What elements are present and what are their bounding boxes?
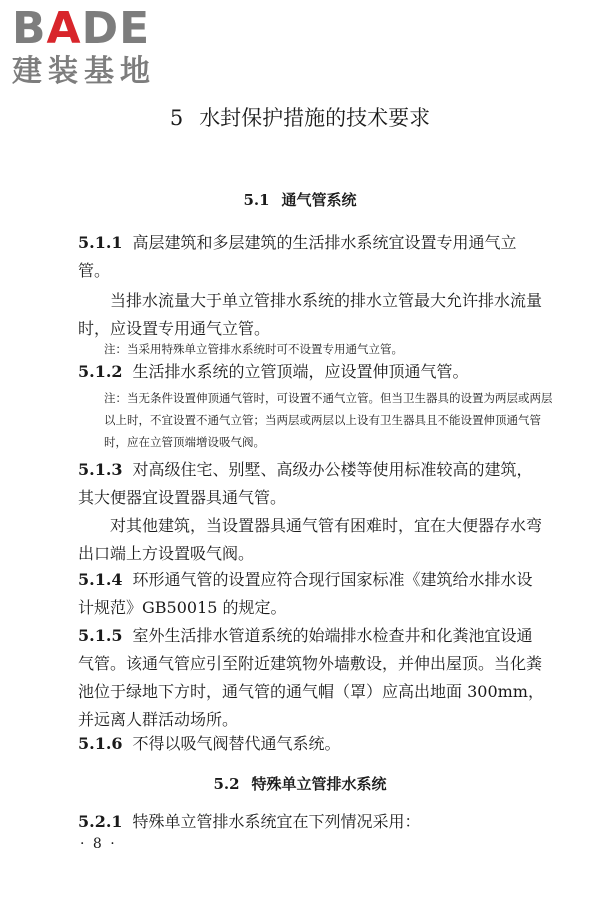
clause-text: 生活排水系统的立管顶端，应设置伸顶通气管。 — [132, 362, 469, 381]
chapter-title-text: 水封保护措施的技术要求 — [199, 106, 431, 130]
clause-text: 不得以吸气阀替代通气系统。 — [132, 734, 341, 753]
clause-5-1-1-note: 注：当采用特殊单立管排水系统时可不设置专用通气立管。 — [104, 342, 403, 356]
clause-5-1-2 — [78, 358, 548, 386]
clause-5-1-5 — [78, 622, 548, 734]
clause-text: 环形通气管的设置应符合现行国家标准《建筑给水排水设计规范》GB50015 的规定。 — [78, 570, 533, 617]
clause-number: 5.1.3 — [78, 460, 123, 479]
clause-5-1-2-note: 注：当无条件设置伸顶通气管时，可设置不通气立管。但当卫生器具的设置为两层或两层以上时，不宜设置不通气立管；当两层或两层以上设有卫生器具且不能设置伸顶通气管时，应在立管顶端增设吸气阀。 — [104, 391, 553, 449]
clause-5-2-1 — [78, 808, 548, 836]
logo — [12, 3, 182, 90]
clause-5-1-6 — [78, 730, 548, 758]
clause-number: 5.1.1 — [78, 233, 123, 252]
clause-text: 特殊单立管排水系统宜在下列情况采用： — [132, 812, 421, 831]
clause-number: 5.1.2 — [78, 362, 123, 381]
page-number: · 8 · — [80, 836, 117, 852]
clause-number: 5.1.6 — [78, 734, 123, 753]
chapter-number: 5 — [169, 106, 184, 130]
clause-text: 室外生活排水管道系统的始端排水检查井和化粪池宜设通气管。该通气管应引至附近建筑物外墙敷设，并伸出屋顶。当化粪池位于绿地下方时，通气管的通气帽（罩）应高出地面 300mm，并远离人群活动场所。 — [78, 626, 544, 729]
clause-5-1-1 — [78, 229, 548, 285]
clause-5-1-1-paragraph: 当排水流量大于单立管排水系统的排水立管最大允许排水流量时，应设置专用通气立管。 — [78, 291, 543, 338]
clause-5-1-3-paragraph: 对其他建筑，当设置器具通气管有困难时，宜在大便器存水弯出口端上方设置吸气阀。 — [78, 516, 543, 563]
clause-5-1-3 — [78, 456, 548, 512]
chapter-title — [0, 103, 600, 133]
clause-5-1-4 — [78, 566, 548, 622]
clause-number: 5.2.1 — [78, 812, 123, 831]
section-title-5-1: 5.1 通气管系统 — [243, 191, 357, 209]
logo-subtitle: 建装基地 — [12, 54, 156, 89]
clause-number: 5.1.5 — [78, 626, 123, 645]
logo-wordmark: BADE — [12, 3, 151, 54]
section-title-5-2: 5.2 特殊单立管排水系统 — [213, 775, 387, 793]
clause-text: 对高级住宅、别墅、高级办公楼等使用标准较高的建筑，其大便器宜设置器具通气管。 — [78, 460, 533, 507]
clause-text: 高层建筑和多层建筑的生活排水系统宜设置专用通气立管。 — [78, 233, 517, 280]
clause-number: 5.1.4 — [78, 570, 123, 589]
